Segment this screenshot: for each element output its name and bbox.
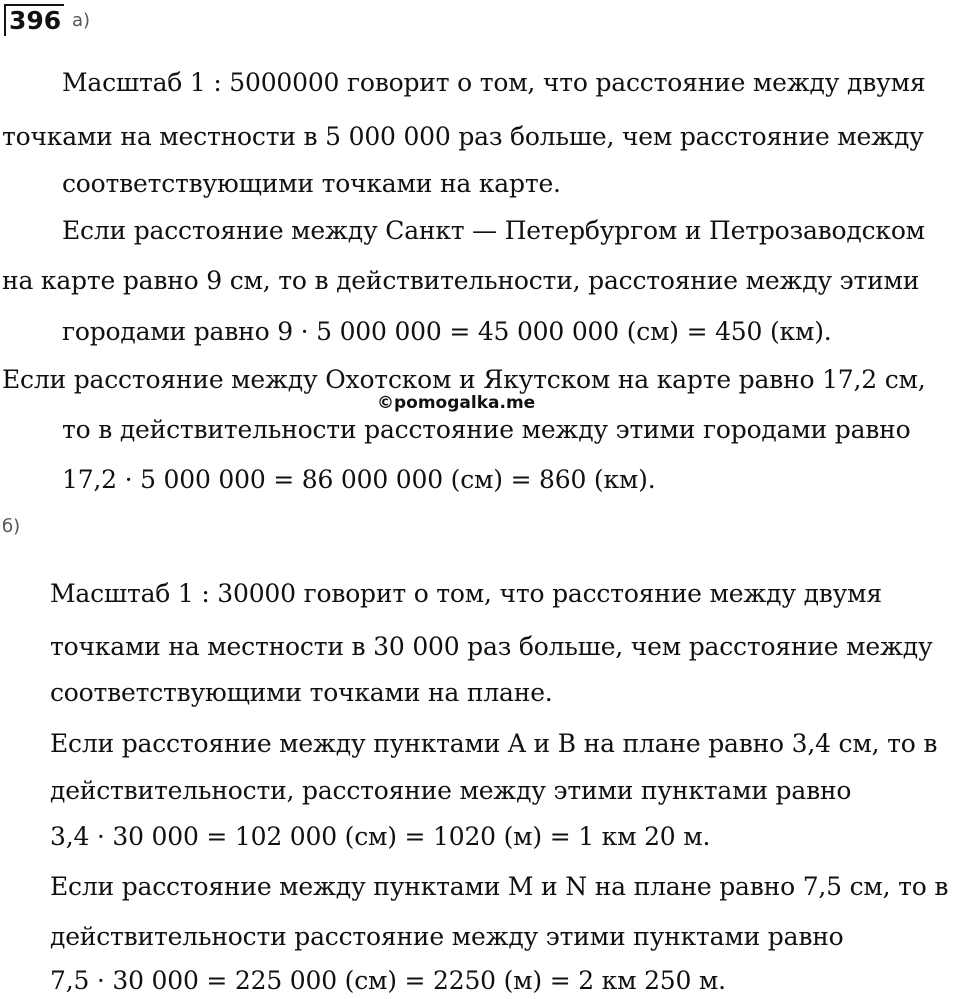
watermark: ©pomogalka.me <box>377 393 536 413</box>
part-b-line-6: 3,4 · 30 000 = 102 000 (см) = 1020 (м) = 1 км 20 м. <box>50 822 711 851</box>
part-a-label: а) <box>72 10 91 31</box>
part-b-line-1: Масштаб 1 : 30000 говорит о том, что расстояние между двумя <box>50 579 882 608</box>
part-a-line-1: Масштаб 1 : 5000000 говорит о том, что расстояние между двумя <box>62 68 926 97</box>
part-a-line-3: соответствующими точками на карте. <box>62 169 561 198</box>
part-a-line-6: городами равно 9 · 5 000 000 = 45 000 000 (см) = 450 (км). <box>62 317 832 346</box>
part-a-line-2: точками на местности в 5 000 000 раз больше, чем расстояние между <box>2 122 924 151</box>
part-a-line-9: 17,2 · 5 000 000 = 86 000 000 (см) = 860 (км). <box>62 465 656 494</box>
part-a-line-7: Если расстояние между Охотском и Якутском на карте равно 17,2 см, <box>2 365 926 394</box>
part-b-line-2: точками на местности в 30 000 раз больше, чем расстояние между <box>50 632 933 661</box>
part-b-line-5: действительности, расстояние между этими пунктами равно <box>50 776 852 805</box>
part-a-line-5: на карте равно 9 см, то в действительности, расстояние между этими <box>2 266 920 295</box>
part-b-line-8: действительности расстояние между этими пунктами равно <box>50 922 844 951</box>
part-b-line-9: 7,5 · 30 000 = 225 000 (см) = 2250 (м) = 2 км 250 м. <box>50 966 726 995</box>
part-a-line-4: Если расстояние между Санкт — Петербургом и Петрозаводском <box>62 216 925 245</box>
part-b-line-3: соответствующими точками на плане. <box>50 678 553 707</box>
part-b-line-7: Если расстояние между пунктами M и N на плане равно 7,5 см, то в <box>50 872 949 901</box>
part-b-label: б) <box>2 516 21 537</box>
part-a-line-8: то в действительности расстояние между этими городами равно <box>62 415 911 444</box>
part-b-line-4: Если расстояние между пунктами A и B на плане равно 3,4 см, то в <box>50 729 938 758</box>
task-number: 396 <box>4 4 64 36</box>
